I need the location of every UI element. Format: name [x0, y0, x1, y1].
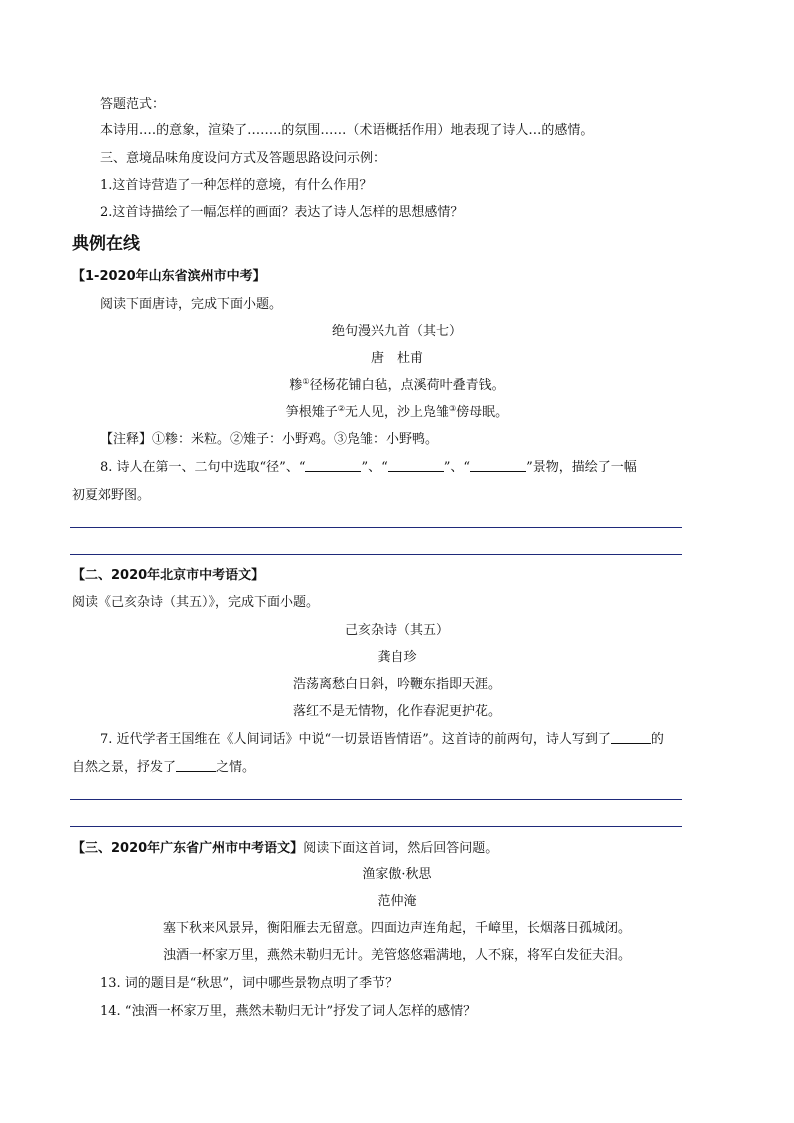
example2-poem-line2: 落红不是无情物，化作春泥更护花。: [292, 704, 501, 719]
example1-notes: 【注释】①糁：米粒。②雉子：小野鸡。③凫雏：小野鸭。: [100, 432, 439, 447]
answer-blank[interactable]: [611, 731, 651, 744]
answer-line[interactable]: [70, 527, 682, 528]
example1-poem-line1: 糁①径杨花铺白毡，点溪荷叶叠青钱。: [289, 377, 505, 393]
sample-question-1: 1.这首诗营造了一种怎样的意境，有什么作用？: [100, 178, 373, 193]
section-three-title: 三、意境品味角度设问方式及答题思路设问示例：: [100, 151, 387, 166]
example3-header: [72, 840, 498, 858]
question-7: 7. 近代学者王国维在《人间词话》中说“一切景语皆情语”。这首诗的前两句，诗人写到了 的: [100, 732, 664, 747]
example2-poem-line1: 浩荡离愁白日斜，吟鞭东指即天涯。: [292, 677, 501, 692]
answer-template-label: 答题范式：: [100, 97, 166, 112]
question-8-continued: 初夏郊野图。: [72, 488, 151, 503]
example1-instruction: 阅读下面唐诗，完成下面小题。: [100, 297, 283, 312]
example3-poem-title: 渔家傲·秋思: [362, 867, 432, 882]
answer-blank[interactable]: [305, 459, 361, 472]
example2-instruction: 阅读《己亥杂诗（其五）》，完成下面小题。: [72, 595, 320, 610]
answer-line[interactable]: [70, 554, 682, 555]
question-7-continued: 自然之景，抒发了 之情。: [72, 760, 256, 775]
question-8: 8. 诗人在第一、二句中选取“径”、“ ”、“ ”、“ ”景物，描绘了一幅: [100, 460, 637, 475]
sample-question-2: 2.这首诗描绘了一幅怎样的画面？表达了诗人怎样的思想感情？: [100, 205, 464, 220]
example3-poem-line2: 浊酒一杯家万里，燕然未勒归无计。羌管悠悠霜满地，人不寐，将军白发征夫泪。: [162, 948, 631, 963]
example2-tag: 【二、2020年北京市中考语文】: [72, 568, 265, 583]
example1-tag: 【1-2020年山东省滨州市中考】: [72, 269, 266, 284]
answer-blank[interactable]: [176, 759, 216, 772]
answer-template-text: 本诗用.…的意象，渲染了……..的氛围……（术语概括作用）地表现了诗人…的感情。: [100, 123, 594, 138]
example1-poem-author: 唐 杜甫: [370, 351, 423, 366]
example3-instruction: 阅读下面这首词，然后回答问题。: [303, 841, 499, 856]
answer-line[interactable]: [70, 826, 682, 827]
example2-poem-author: 龚自珍: [377, 650, 417, 665]
example2-poem-title: 己亥杂诗（其五）: [344, 623, 449, 638]
example3-poem-author: 范仲淹: [377, 894, 417, 909]
example3-poem-line1: 塞下秋来风景异，衡阳雁去无留意。四面边声连角起，千嶂里，长烟落日孤城闭。: [162, 921, 631, 936]
example1-poem-title: 绝句漫兴九首（其七）: [331, 324, 462, 339]
answer-line[interactable]: [70, 799, 682, 800]
question-14: 14. “浊酒一杯家万里，燕然未勒归无计”抒发了词人怎样的感情？: [100, 1004, 477, 1019]
question-13: 13. 词的题目是“秋思”，词中哪些景物点明了季节？: [100, 976, 399, 991]
example1-poem-line2: 笋根雉子②无人见，沙上凫雏③傍母眠。: [285, 404, 509, 420]
section-heading: 典例在线: [72, 234, 140, 254]
answer-blank[interactable]: [470, 459, 526, 472]
example3-tag: 【三、2020年广东省广州市中考语文】: [72, 841, 304, 856]
answer-blank[interactable]: [388, 459, 444, 472]
